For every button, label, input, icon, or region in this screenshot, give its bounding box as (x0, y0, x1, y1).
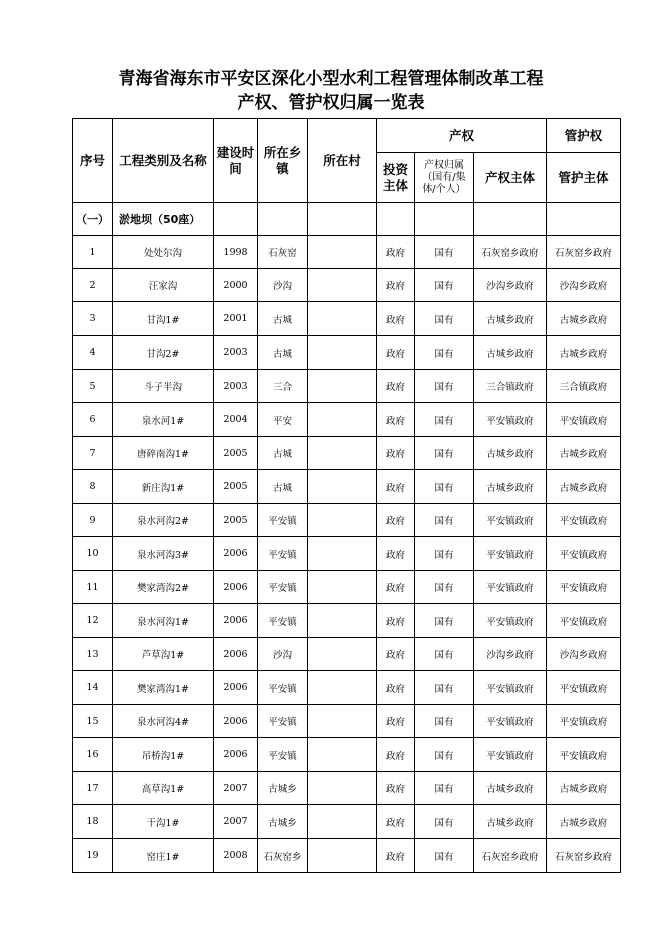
row-seq: 10 (73, 537, 113, 571)
row-township: 古城 (258, 437, 308, 470)
row-township: 平安镇 (258, 537, 308, 571)
header-township: 所在乡镇 (258, 119, 308, 203)
row-village (308, 772, 377, 805)
row-management-body: 三合镇政府 (547, 370, 621, 403)
table-row (73, 437, 621, 470)
row-township: 平安镇 (258, 705, 308, 738)
row-project-name: 芦草沟1# (113, 638, 214, 671)
row-township: 古城 (258, 336, 308, 370)
row-ownership: 国有 (415, 671, 474, 705)
table-row (73, 805, 621, 839)
table-row (73, 738, 621, 772)
row-project-name: 干沟1# (113, 805, 214, 839)
row-management-body: 石灰窑乡政府 (547, 839, 621, 873)
row-project-name: 处处尔沟 (113, 236, 214, 269)
row-village (308, 537, 377, 571)
row-ownership: 国有 (415, 638, 474, 671)
row-investor: 政府 (377, 604, 415, 638)
table-row (73, 671, 621, 705)
row-project-name: 新庄沟1# (113, 470, 214, 504)
row-property-owner: 古城乡政府 (474, 805, 547, 839)
row-village (308, 236, 377, 269)
row-property-owner: 石灰窑乡政府 (474, 839, 547, 873)
row-property-owner: 平安镇政府 (474, 504, 547, 537)
row-seq: 4 (73, 336, 113, 370)
row-management-body: 古城乡政府 (547, 437, 621, 470)
row-build-year: 2003 (214, 370, 258, 403)
header-build-time: 建设时间 (214, 119, 258, 203)
row-management-body: 古城乡政府 (547, 470, 621, 504)
row-build-year: 2000 (214, 269, 258, 302)
row-investor: 政府 (377, 504, 415, 537)
row-village (308, 805, 377, 839)
row-township: 平安镇 (258, 571, 308, 604)
row-property-owner: 古城乡政府 (474, 470, 547, 504)
row-management-body: 古城乡政府 (547, 805, 621, 839)
row-seq: 16 (73, 738, 113, 772)
row-management-body: 平安镇政府 (547, 504, 621, 537)
row-village (308, 437, 377, 470)
row-seq: 5 (73, 370, 113, 403)
row-project-name: 唐碎南沟1# (113, 437, 214, 470)
row-investor: 政府 (377, 772, 415, 805)
row-seq: 17 (73, 772, 113, 805)
row-seq: 19 (73, 839, 113, 873)
row-project-name: 汪家沟 (113, 269, 214, 302)
row-management-body: 平安镇政府 (547, 403, 621, 437)
row-seq: 9 (73, 504, 113, 537)
row-investor: 政府 (377, 537, 415, 571)
row-ownership: 国有 (415, 302, 474, 336)
row-property-owner: 古城乡政府 (474, 437, 547, 470)
table-body (73, 119, 621, 873)
row-seq: 7 (73, 437, 113, 470)
row-ownership: 国有 (415, 504, 474, 537)
header-property-rights: 产权 (377, 119, 547, 153)
row-seq: 11 (73, 571, 113, 604)
section-name: 淤地坝（50座） (113, 203, 214, 236)
row-property-owner: 石灰窑乡政府 (474, 236, 547, 269)
row-village (308, 470, 377, 504)
row-property-owner: 平安镇政府 (474, 537, 547, 571)
header-ownership: 产权归属（国有/集体/个人） (415, 153, 474, 203)
header-row-1 (73, 119, 621, 153)
row-project-name: 甘沟1# (113, 302, 214, 336)
row-property-owner: 平安镇政府 (474, 571, 547, 604)
row-management-body: 古城乡政府 (547, 336, 621, 370)
row-ownership: 国有 (415, 336, 474, 370)
table-row (73, 638, 621, 671)
row-management-body: 平安镇政府 (547, 705, 621, 738)
row-township: 沙沟 (258, 638, 308, 671)
row-investor: 政府 (377, 236, 415, 269)
row-project-name: 高草沟1# (113, 772, 214, 805)
table-row (73, 537, 621, 571)
row-village (308, 403, 377, 437)
row-management-body: 古城乡政府 (547, 772, 621, 805)
row-build-year: 2006 (214, 738, 258, 772)
row-investor: 政府 (377, 671, 415, 705)
row-build-year: 2001 (214, 302, 258, 336)
row-township: 石灰窑乡 (258, 839, 308, 873)
row-property-owner: 沙沟乡政府 (474, 269, 547, 302)
row-build-year: 2007 (214, 772, 258, 805)
page-title-line2: 产权、管护权归属一览表 (237, 93, 425, 113)
row-investor: 政府 (377, 370, 415, 403)
row-property-owner: 平安镇政府 (474, 604, 547, 638)
header-investor: 投资主体 (377, 153, 415, 203)
row-ownership: 国有 (415, 403, 474, 437)
row-investor: 政府 (377, 571, 415, 604)
row-village (308, 738, 377, 772)
table-row (73, 839, 621, 873)
row-township: 平安镇 (258, 671, 308, 705)
row-investor: 政府 (377, 705, 415, 738)
row-ownership: 国有 (415, 470, 474, 504)
table-row (73, 370, 621, 403)
row-village (308, 504, 377, 537)
row-management-body: 沙沟乡政府 (547, 638, 621, 671)
row-property-owner: 古城乡政府 (474, 336, 547, 370)
row-township: 石灰窑 (258, 236, 308, 269)
row-township: 三合 (258, 370, 308, 403)
row-property-owner: 古城乡政府 (474, 302, 547, 336)
row-investor: 政府 (377, 738, 415, 772)
row-property-owner: 平安镇政府 (474, 403, 547, 437)
row-investor: 政府 (377, 805, 415, 839)
row-township: 平安 (258, 403, 308, 437)
table-row (73, 403, 621, 437)
row-seq: 3 (73, 302, 113, 336)
row-project-name: 斗子半沟 (113, 370, 214, 403)
row-build-year: 2006 (214, 571, 258, 604)
row-ownership: 国有 (415, 839, 474, 873)
row-project-name: 甘沟2# (113, 336, 214, 370)
row-build-year: 2006 (214, 671, 258, 705)
section-seq: （一） (73, 203, 113, 236)
row-village (308, 839, 377, 873)
table-row (73, 504, 621, 537)
row-build-year: 2003 (214, 336, 258, 370)
row-management-body: 平安镇政府 (547, 738, 621, 772)
row-project-name: 泉水河沟3# (113, 537, 214, 571)
row-seq: 12 (73, 604, 113, 638)
table-row (73, 604, 621, 638)
row-build-year: 2005 (214, 504, 258, 537)
row-project-name: 泉水河沟4# (113, 705, 214, 738)
row-project-name: 泉水河1# (113, 403, 214, 437)
row-project-name: 泉水河沟1# (113, 604, 214, 638)
row-ownership: 国有 (415, 604, 474, 638)
ownership-table (72, 118, 621, 873)
row-township: 沙沟 (258, 269, 308, 302)
row-ownership: 国有 (415, 437, 474, 470)
row-property-owner: 三合镇政府 (474, 370, 547, 403)
row-seq: 2 (73, 269, 113, 302)
row-build-year: 2007 (214, 805, 258, 839)
row-build-year: 2006 (214, 638, 258, 671)
table-row (73, 470, 621, 504)
row-build-year: 2005 (214, 470, 258, 504)
row-management-body: 平安镇政府 (547, 537, 621, 571)
row-seq: 1 (73, 236, 113, 269)
header-village: 所在村 (308, 119, 377, 203)
row-village (308, 571, 377, 604)
row-investor: 政府 (377, 470, 415, 504)
row-property-owner: 平安镇政府 (474, 671, 547, 705)
header-seq: 序号 (73, 119, 113, 203)
row-investor: 政府 (377, 302, 415, 336)
row-build-year: 2006 (214, 604, 258, 638)
row-village (308, 370, 377, 403)
header-management-body: 管护主体 (547, 153, 621, 203)
header-management-rights: 管护权 (547, 119, 621, 153)
row-ownership: 国有 (415, 738, 474, 772)
row-township: 古城乡 (258, 772, 308, 805)
row-village (308, 705, 377, 738)
row-seq: 14 (73, 671, 113, 705)
row-management-body: 古城乡政府 (547, 302, 621, 336)
row-investor: 政府 (377, 839, 415, 873)
row-village (308, 336, 377, 370)
section-row (73, 203, 621, 236)
row-ownership: 国有 (415, 269, 474, 302)
row-build-year: 2006 (214, 705, 258, 738)
row-property-owner: 平安镇政府 (474, 705, 547, 738)
row-build-year: 2008 (214, 839, 258, 873)
row-property-owner: 沙沟乡政府 (474, 638, 547, 671)
row-seq: 8 (73, 470, 113, 504)
row-seq: 6 (73, 403, 113, 437)
table-row (73, 705, 621, 738)
row-ownership: 国有 (415, 705, 474, 738)
row-township: 古城 (258, 470, 308, 504)
row-management-body: 石灰窑乡政府 (547, 236, 621, 269)
row-township: 古城 (258, 302, 308, 336)
row-build-year: 2006 (214, 537, 258, 571)
row-township: 古城乡 (258, 805, 308, 839)
row-ownership: 国有 (415, 571, 474, 604)
row-build-year: 1998 (214, 236, 258, 269)
row-village (308, 638, 377, 671)
table-row (73, 236, 621, 269)
row-investor: 政府 (377, 403, 415, 437)
table-row (73, 772, 621, 805)
row-village (308, 302, 377, 336)
row-investor: 政府 (377, 336, 415, 370)
row-ownership: 国有 (415, 370, 474, 403)
row-investor: 政府 (377, 269, 415, 302)
row-township: 平安镇 (258, 738, 308, 772)
row-project-name: 吊桥沟1# (113, 738, 214, 772)
row-build-year: 2005 (214, 437, 258, 470)
header-project-name: 工程类别及名称 (113, 119, 214, 203)
row-investor: 政府 (377, 437, 415, 470)
row-project-name: 窑庄1# (113, 839, 214, 873)
row-ownership: 国有 (415, 772, 474, 805)
row-project-name: 樊家湾沟1# (113, 671, 214, 705)
header-property-owner: 产权主体 (474, 153, 547, 203)
row-village (308, 269, 377, 302)
row-investor: 政府 (377, 638, 415, 671)
row-seq: 13 (73, 638, 113, 671)
table-row (73, 571, 621, 604)
row-property-owner: 古城乡政府 (474, 772, 547, 805)
row-management-body: 平安镇政府 (547, 571, 621, 604)
table-row (73, 269, 621, 302)
table-row (73, 336, 621, 370)
row-management-body: 沙沟乡政府 (547, 269, 621, 302)
row-project-name: 泉水河沟2# (113, 504, 214, 537)
row-build-year: 2004 (214, 403, 258, 437)
row-project-name: 樊家湾沟2# (113, 571, 214, 604)
row-village (308, 604, 377, 638)
row-ownership: 国有 (415, 805, 474, 839)
page-title-line1: 青海省海东市平安区深化小型水利工程管理体制改革工程 (118, 69, 544, 89)
table-row (73, 302, 621, 336)
row-seq: 18 (73, 805, 113, 839)
row-township: 平安镇 (258, 604, 308, 638)
row-ownership: 国有 (415, 537, 474, 571)
row-management-body: 平安镇政府 (547, 604, 621, 638)
row-management-body: 平安镇政府 (547, 671, 621, 705)
row-village (308, 671, 377, 705)
row-ownership: 国有 (415, 236, 474, 269)
row-township: 平安镇 (258, 504, 308, 537)
row-seq: 15 (73, 705, 113, 738)
row-property-owner: 平安镇政府 (474, 738, 547, 772)
